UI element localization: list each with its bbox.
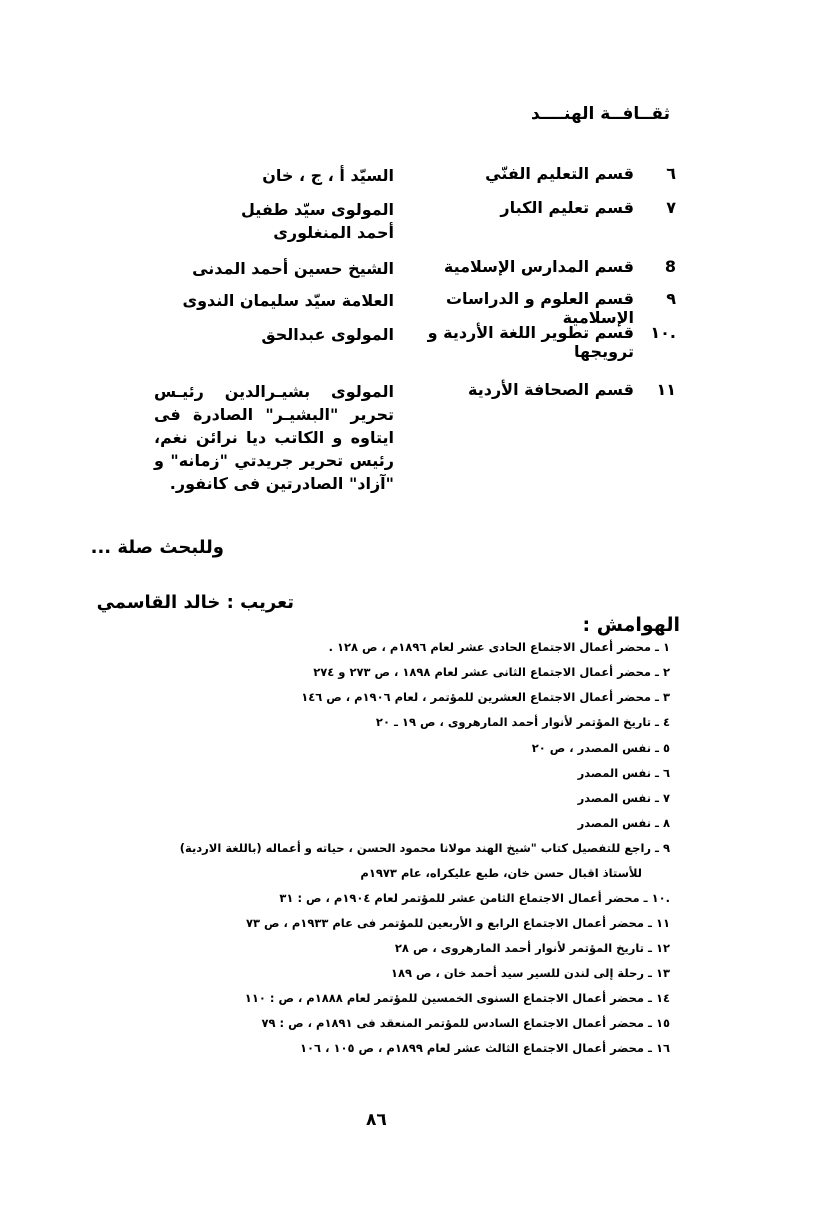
footnote: ١ ـ محضر أعمال الاجتماع الحادى عشر لعام ١٨٩٦م ، ص ١٢٨ .: [328, 640, 670, 654]
footnote: ٢ ـ محضر أعمال الاجتماع الثانى عشر لعام ١٨٩٨ ، ص ٢٧٣ و ٢٧٤: [313, 665, 670, 679]
department-number: ٧: [666, 198, 676, 217]
footnote: ٤ ـ تاريخ المؤتمر لأنوار أحمد المارهروى ، ص ١٩ ـ ٢٠: [375, 715, 670, 729]
footnote: ٦ ـ نفس المصدر: [577, 766, 670, 780]
page-number: ٨٦: [366, 1110, 387, 1130]
department-head: المولوى بشيـرالدين رئيـس تحرير "البشيـر" الصادرة فى ايتاوه و الكاتب ديا نرائن نغم، رئيس تحرير جريدتي "زمانه" و "آزاد" الصادرتين فى كانفور.: [154, 382, 394, 493]
department-number: .١٠: [650, 323, 676, 342]
footnote: ٩ ـ راجع للتفصيل كتاب "شيخ الهند مولانا محمود الحسن ، حياته و أعماله (باللغة الاردية): [179, 841, 670, 855]
translator-credit: تعريب : خالد القاسمي: [96, 592, 294, 613]
department-row: [116, 380, 676, 495]
department-name: قسم التعليم الفنّي: [485, 164, 634, 183]
department-name: قسم الصحافة الأردية: [468, 380, 634, 399]
footnote: ١١ ـ محضر أعمال الاجتماع الرابع و الأربعين للمؤتمر فى عام ١٩٣٣م ، ص ٧٣: [245, 916, 670, 930]
department-name: قسم تطوير اللغة الأردية و ترويجها: [427, 323, 634, 361]
department-number: ٩: [666, 289, 676, 308]
department-head: المولوى سيّد طفيل أحمد المنغلورى: [241, 200, 394, 242]
department-head: العلامة سيّد سليمان الندوى: [182, 291, 394, 310]
department-row: [116, 198, 676, 244]
department-head: الشيخ حسين أحمد المدنى: [192, 259, 394, 278]
department-head: السيّد أ ، ج ، خان: [262, 166, 394, 185]
footnote: ٧ ـ نفس المصدر: [577, 791, 670, 805]
department-number: 8: [664, 257, 676, 276]
footnote: ٥ ـ نفس المصدر ، ص ٢٠: [531, 741, 670, 755]
department-row: [116, 164, 676, 187]
footnotes-title: الهوامش :: [582, 614, 680, 636]
footnote: ١٤ ـ محضر أعمال الاجتماع السنوى الخمسين للمؤتمر لعام ١٨٨٨م ، ص : ١١٠: [244, 991, 670, 1005]
department-row: [116, 289, 676, 327]
department-head: المولوى عبدالحق: [261, 325, 394, 344]
footnote: ٨ ـ نفس المصدر: [577, 816, 670, 830]
department-number: ٦: [666, 164, 676, 183]
department-name: قسم العلوم و الدراسات الإسلامية: [445, 289, 634, 327]
department-row: [116, 323, 676, 361]
footnote: ١٦ ـ محضر أعمال الاجتماع الثالث عشر لعام ١٨٩٩م ، ص ١٠٥ ، ١٠٦: [300, 1041, 670, 1055]
footnote: ٣ ـ محضر أعمال الاجتماع العشرين للمؤتمر ، لعام ١٩٠٦م ، ص ١٤٦: [301, 690, 670, 704]
footnote: ١٥ ـ محضر أعمال الاجتماع السادس للمؤتمر المنعقد فى ١٨٩١م ، ص : ٧٩: [261, 1016, 670, 1030]
department-number: ١١: [656, 380, 676, 399]
footnote: ١٣ ـ رحلة إلى لندن للسير سيد أحمد خان ، ص ١٨٩: [390, 966, 670, 980]
department-row: [116, 257, 676, 280]
footnote: .١٠ ـ محضر أعمال الاجتماع الثامن عشر للمؤتمر لعام ١٩٠٤م ، ص : ٣١: [279, 891, 670, 905]
department-name: قسم تعليم الكبار: [500, 198, 634, 217]
running-header: ثقــافــة الهنــــد: [530, 104, 670, 124]
footnote-continuation: للأستاذ اقبال حسن خان، طبع عليكراه، عام ١٩٧٣م: [360, 866, 642, 880]
department-name: قسم المدارس الإسلامية: [443, 257, 634, 276]
footnote: ١٢ ـ تاريخ المؤتمر لأنوار أحمد المارهروى ، ص ٢٨: [394, 941, 670, 955]
continuation-note: وللبحث صلة ...: [90, 537, 224, 558]
